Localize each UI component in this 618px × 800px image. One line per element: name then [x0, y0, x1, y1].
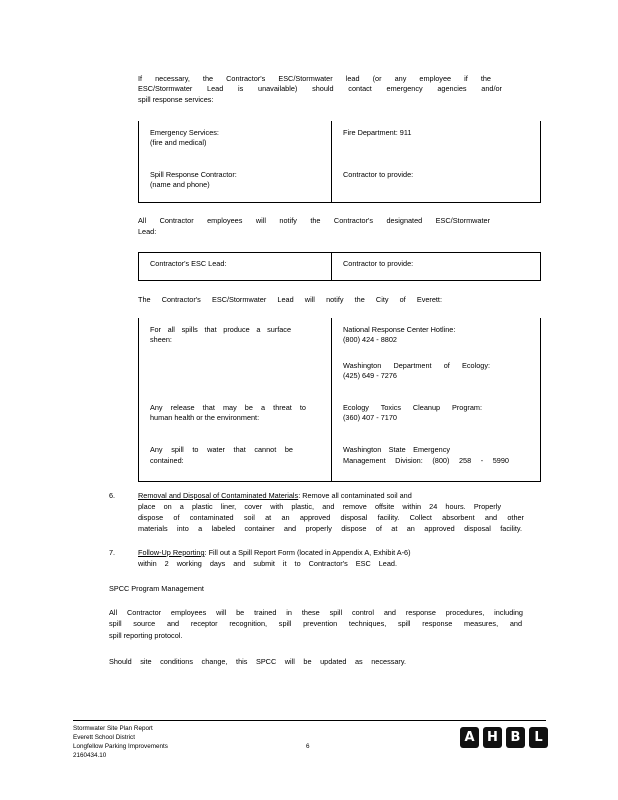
- item-6-line-4: materials into a labeled container and properly dispose of at an approved disposal facility.: [138, 524, 522, 533]
- table-divider: [331, 318, 332, 482]
- water-spill-label: Any spill to water that cannot be: [150, 445, 293, 454]
- item-7-line-1-rest: : Fill out a Spill Report Form (located in Appendix A, Exhibit A-6): [204, 548, 411, 557]
- notify-lead-line-1: All Contractor employees will notify the Contractor's designated ESC/Stormwater: [138, 216, 490, 225]
- ecology-number: (425) 649 - 7276: [343, 371, 397, 380]
- spcc-heading: SPCC Program Management: [109, 584, 204, 593]
- health-threat-label-2: human health or the environment:: [150, 413, 260, 422]
- intro-line-2: ESC/Stormwater Lead is unavailable) should contact emergency agencies and/or: [138, 84, 502, 93]
- logo-letter-l: L: [529, 727, 548, 748]
- footer-rule: [73, 720, 546, 721]
- spill-contractor-label: Spill Response Contractor:: [150, 170, 237, 179]
- item-7-line-2: within 2 working days and submit it to Contractor's ESC Lead.: [138, 559, 397, 568]
- page-number: 6: [306, 743, 310, 750]
- esc-lead-value: Contractor to provide:: [343, 259, 414, 268]
- emergency-services-sub: (fire and medical): [150, 138, 207, 147]
- spcc-paragraph-line-1: All Contractor employees will be trained in these spill control and response procedures, including: [109, 608, 523, 617]
- item-6-line-3: dispose of contaminated soil at an approved disposal facility. Collect absorbent and other: [138, 513, 524, 522]
- nrc-hotline-number: (800) 424 - 8802: [343, 335, 397, 344]
- footer-report-title: Stormwater Site Plan Report: [73, 725, 153, 732]
- emergency-management-label: Washington State Emergency: [343, 445, 450, 454]
- item-6-heading: Removal and Disposal of Contaminated Materials: [138, 491, 299, 500]
- spcc-paragraph-line-3: spill reporting protocol.: [109, 631, 183, 640]
- footer-project: Longfellow Parking Improvements: [73, 743, 168, 750]
- table-divider: [331, 121, 332, 203]
- logo-letter-h: H: [483, 727, 502, 748]
- water-spill-label-2: contained:: [150, 456, 184, 465]
- notify-lead-line-2: Lead:: [138, 227, 157, 236]
- spill-contractor-value: Contractor to provide:: [343, 170, 414, 179]
- nrc-hotline-label: National Response Center Hotline:: [343, 325, 456, 334]
- item-6-line-1-rest: : Remove all contaminated soil and: [298, 491, 412, 500]
- ecology-label: Washington Department of Ecology:: [343, 361, 490, 370]
- item-7-heading: Follow-Up Reporting: [138, 548, 205, 557]
- item-6-number: 6.: [109, 491, 116, 500]
- esc-lead-label: Contractor's ESC Lead:: [150, 259, 227, 268]
- footer-client: Everett School District: [73, 734, 135, 741]
- item-7-number: 7.: [109, 548, 116, 557]
- spcc-update-line: Should site conditions change, this SPCC will be updated as necessary.: [109, 657, 406, 666]
- item-7-line-1: [138, 548, 516, 558]
- spcc-paragraph-line-2: spill source and receptor recognition, spill prevention techniques, spill response measures, and: [109, 619, 522, 628]
- toxics-cleanup-number: (360) 407 - 7170: [343, 413, 397, 422]
- logo-letter-a: A: [460, 727, 479, 748]
- toxics-cleanup-label: Ecology Toxics Cleanup Program:: [343, 403, 482, 412]
- spill-contractor-sub: (name and phone): [150, 180, 210, 189]
- surface-sheen-label-2: sheen:: [150, 335, 172, 344]
- item-6-line-1: [138, 491, 502, 501]
- surface-sheen-label: For all spills that produce a surface: [150, 325, 291, 334]
- ahbl-logo: [460, 727, 548, 748]
- logo-letter-b: B: [506, 727, 525, 748]
- item-6-line-2: place on a plastic liner, cover with plastic, and remove offsite within 24 hours. Properly: [138, 502, 501, 511]
- health-threat-label: Any release that may be a threat to: [150, 403, 306, 412]
- emergency-services-label: Emergency Services:: [150, 128, 219, 137]
- fire-department-value: Fire Department: 911: [343, 128, 412, 137]
- emergency-management-number: Management Division: (800) 258 - 5990: [343, 456, 509, 465]
- intro-line-1: If necessary, the Contractor's ESC/Stormwater lead (or any employee if the: [138, 74, 491, 83]
- intro-line-3: spill response services:: [138, 95, 214, 104]
- table-divider: [331, 252, 332, 281]
- notify-city-line: The Contractor's ESC/Stormwater Lead will notify the City of Everett:: [138, 295, 442, 304]
- footer-project-number: 2160434.10: [73, 752, 107, 759]
